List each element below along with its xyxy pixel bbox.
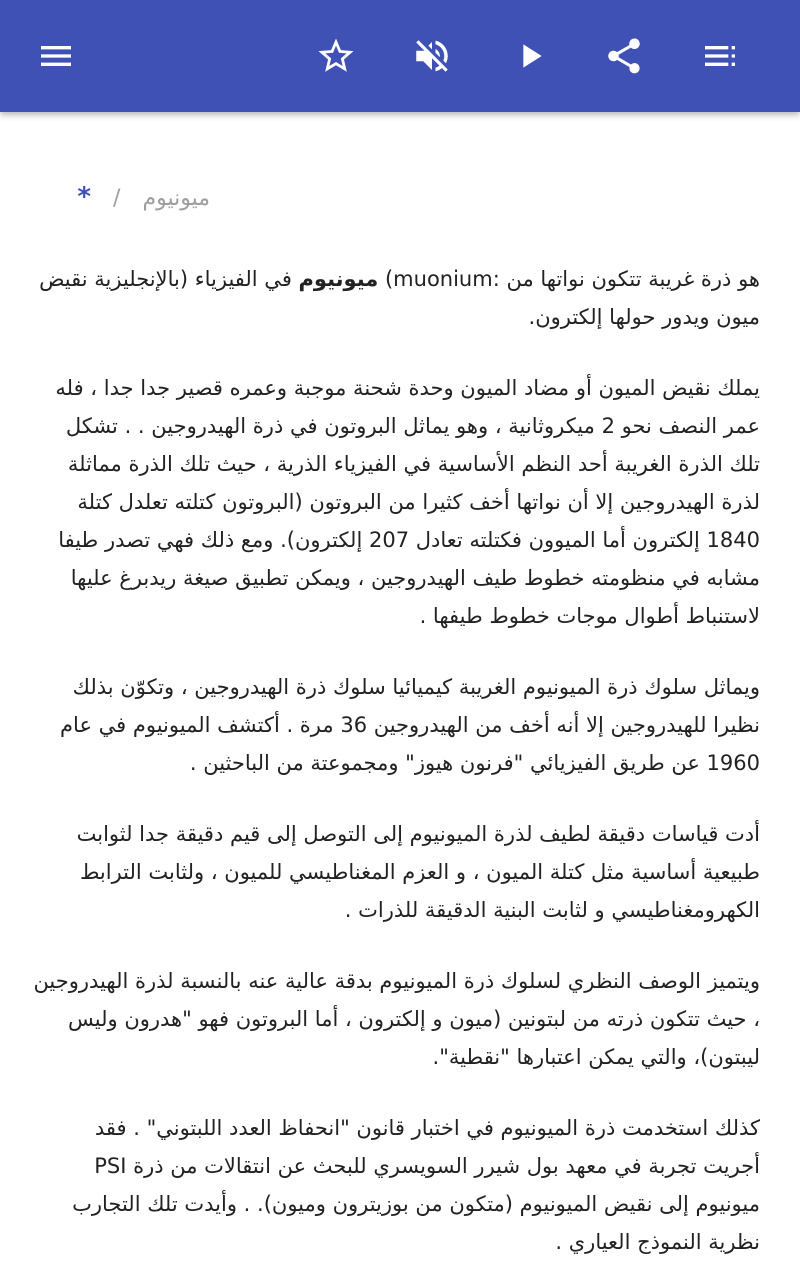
- playlist-icon[interactable]: [688, 24, 752, 88]
- breadcrumb-separator: /: [113, 186, 121, 211]
- article-content: [0, 112, 800, 1280]
- paragraph: كذلك استخدمت ذرة الميونيوم في اختبار قانون "انحفاظ العدد اللبتوني" . فقد أجريت تجربة في معهد بول شيرر السويسري للبحث عن انتقالات من ذرة PSI ميونيوم إلى نقيض الميونيوم (متكون من بوزيترون وميون). . وأيدت تلك التجارب نظرية النموذج العياري .: [72, 1116, 760, 1254]
- breadcrumb-home-link[interactable]: *: [77, 182, 92, 212]
- intro-suffix: في الفيزياء (بالإنجليزية نقيض ميون ويدور حولها إلكترون.: [39, 267, 760, 329]
- menu-icon[interactable]: [24, 24, 88, 88]
- paragraph: ويتميز الوصف النظري لسلوك ذرة الميونيوم بدقة عالية عنه بالنسبة لذرة الهيدروجين ، حيث تتكون ذرته من لبتونين (ميون و إلكترون ، أما البروتون فهو "هدرون وليس ليبتون)، والتي يمكن اعتبارها "نقطية".: [33, 969, 760, 1069]
- intro-prefix: هو ذرة غريبة تتكون نواتها من: [499, 267, 760, 291]
- intro-bold-term: ميونيوم: [298, 267, 379, 291]
- article-body: [32, 260, 760, 1280]
- app-toolbar: [0, 0, 800, 112]
- play-icon[interactable]: [498, 24, 562, 88]
- paragraph: أدت قياسات دقيقة لطيف لذرة الميونيوم إلى التوصل إلى قيم دقيقة جدا لثوابت طبيعية أساسية مثل كتلة الميون ، و العزم المغناطيسي للميون ، ولثابت الترابط الكهرومغناطيسي و لثابت البنية الدقيقة للذرات .: [76, 822, 760, 922]
- share-icon[interactable]: [592, 24, 656, 88]
- breadcrumb: [73, 182, 210, 212]
- paragraph-intro: [32, 260, 760, 336]
- paragraph: ويماثل سلوك ذرة الميونيوم الغريبة كيميائيا سلوك ذرة الهيدروجين ، وتكوّن بذلك نظيرا للهيدروجين إلا أنه أخف من الهيدروجين 36 مرة . أكتشف الميونيوم في عام 1960 عن طريق الفيزيائي "فرنون هيوز" ومجموعتة من الباحثين .: [60, 675, 760, 775]
- intro-english-term: (muonium:: [384, 267, 500, 291]
- star-outline-icon[interactable]: [304, 24, 368, 88]
- breadcrumb-current: ميونيوم: [142, 186, 210, 211]
- paragraph: يملك نقيض الميون أو مضاد الميون وحدة شحنة موجبة وعمره قصير جدا جدا ، فله عمر النصف نحو 2 ميكروثانية ، وهو يماثل البروتون في ذرة الهيدروجين . . تشكل تلك الذرة الغريبة أحد النظم الأساسية في الفيزياء الذرية ، حيث تلك الذرة مماثلة لذرة الهيدروجين إلا أن نواتها أخف كثيرا من البروتون (البروتون كتلته تعلدل كتلة 1840 إلكترون أما الميوون فكتلته تعادل 207 إلكترون). ومع ذلك فهي تصدر طيفا مشابه في منظومته خطوط طيف الهيدروجين ، ويمكن تطبيق صيغة ريدبرغ عليها لاستنباط أطوال موجات خطوط طيفها .: [55, 376, 760, 628]
- volume-off-icon[interactable]: [400, 24, 464, 88]
